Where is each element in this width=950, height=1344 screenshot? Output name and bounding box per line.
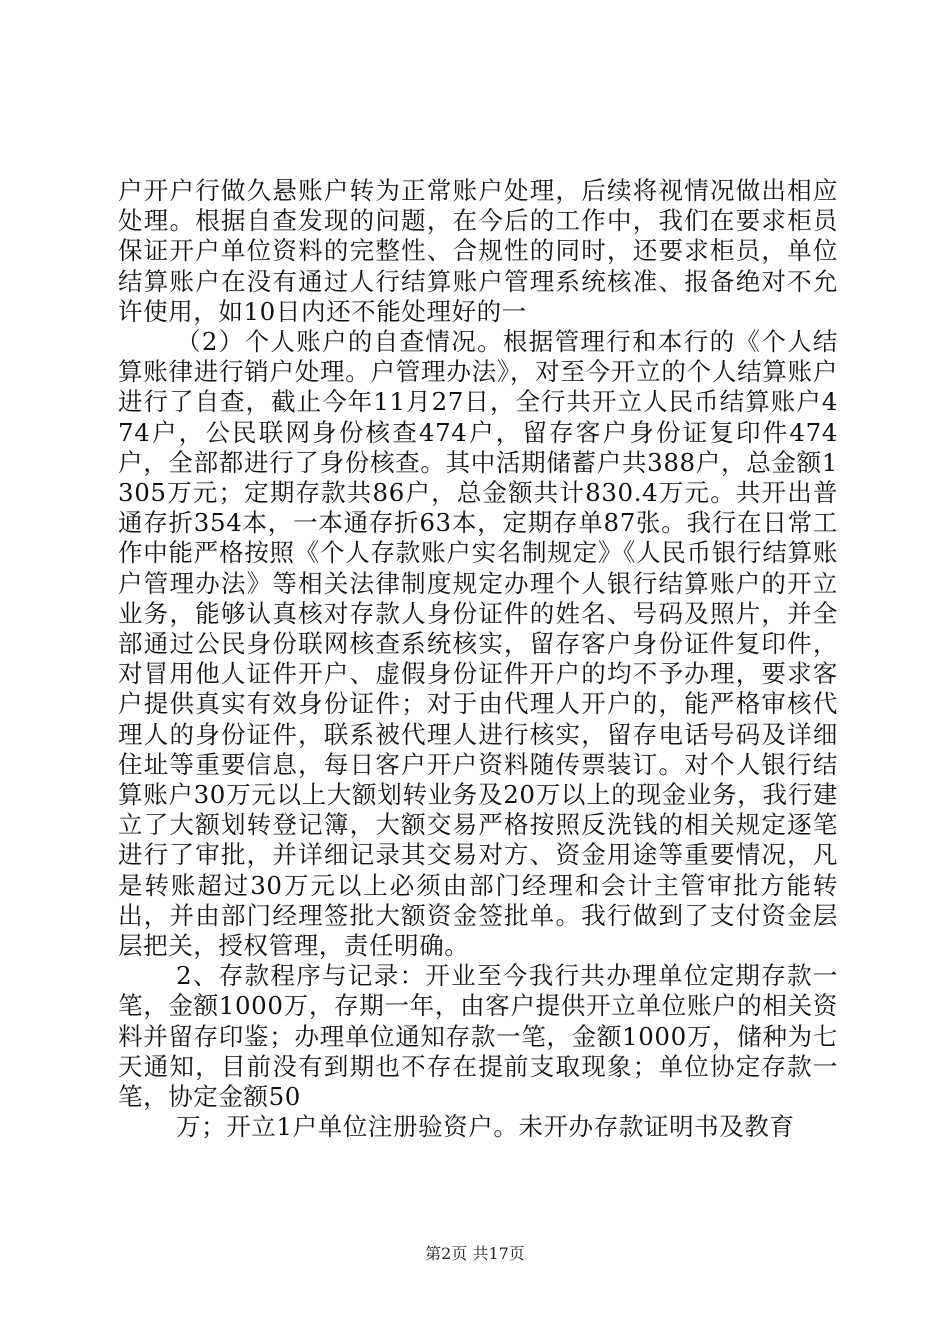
page-number-label: 第2页 共17页 bbox=[425, 1244, 525, 1263]
paragraph-verification-account: 万；开立1户单位注册验资户。未开办存款证明书及教育 bbox=[176, 1112, 795, 1142]
paragraph-continuation: 户开户行做久悬账户转为正常账户处理，后续将视情况做出相应处理。根据自查发现的问题，在今后的工作中，我们在要求柜员保证开户单位资料的完整性、合规性的同时，还要求柜员，单位结算账户在没有通过人行结算账户管理系统核准、报备绝对不允许使用，如10日内还不能处理好的一 bbox=[118, 176, 838, 326]
paragraph-deposit-procedure: 2、存款程序与记录：开业至今我行共办理单位定期存款一笔，金额1000万，存期一年，由客户提供开立单位账户的相关资料并留存印鉴；办理单位通知存款一笔，金额1000万，储种为七天通知，目前没有到期也不存在提前支取现象；单位协定存款一笔，协定金额50 bbox=[118, 961, 838, 1112]
paragraph-personal-accounts: （2）个人账户的自查情况。根据管理行和本行的《个人结算账律进行销户处理。户管理办法》，对至今开立的个人结算账户进行了自查，截止今年11月27日，全行共开立人民币结算账户474户，公民联网身份核查474户，留存客户身份证复印件474户，全部都进行了身份核查。其中活期储蓄户共388户，总金额1305万元；定期存款共86户，总金额共计830.4万元。共开出普通存折354本，一本通存折63本，定期存单87张。我行在日常工作中能严格按照《个人存款账户实名制规定》《人民币银行结算账户管理办法》等相关法律制度规定办理个人银行结算账户的开立业务，能够认真核对存款人身份证件的姓名、号码及照片，并全部通过公民身份联网核查系统核实，留存客户身份证件复印件，对冒用他人证件开户、虚假身份证件开户的均不予办理，要求客户提供真实有效身份证件；对于由代理人开户的，能严格审核代理人的身份证件，联系被代理人进行核实，留存电话号码及详细住址等重要信息，每日客户开户资料随传票装订。对个人银行结算账户30万元以上大额划转业务及20万以上的现金业务，我行建立了大额划转登记簿，大额交易严格按照反洗钱的相关规定逐笔进行了审批，并详细记录其交易对方、资金用途等重要情况，凡是转账超过30万元以上必须由部门经理和会计主管审批方能转出，并由部门经理签批大额资金签批单。我行做到了支付资金层层把关，授权管理，责任明确。 bbox=[118, 327, 838, 961]
page-footer bbox=[0, 1244, 950, 1264]
document-body bbox=[118, 176, 838, 1143]
